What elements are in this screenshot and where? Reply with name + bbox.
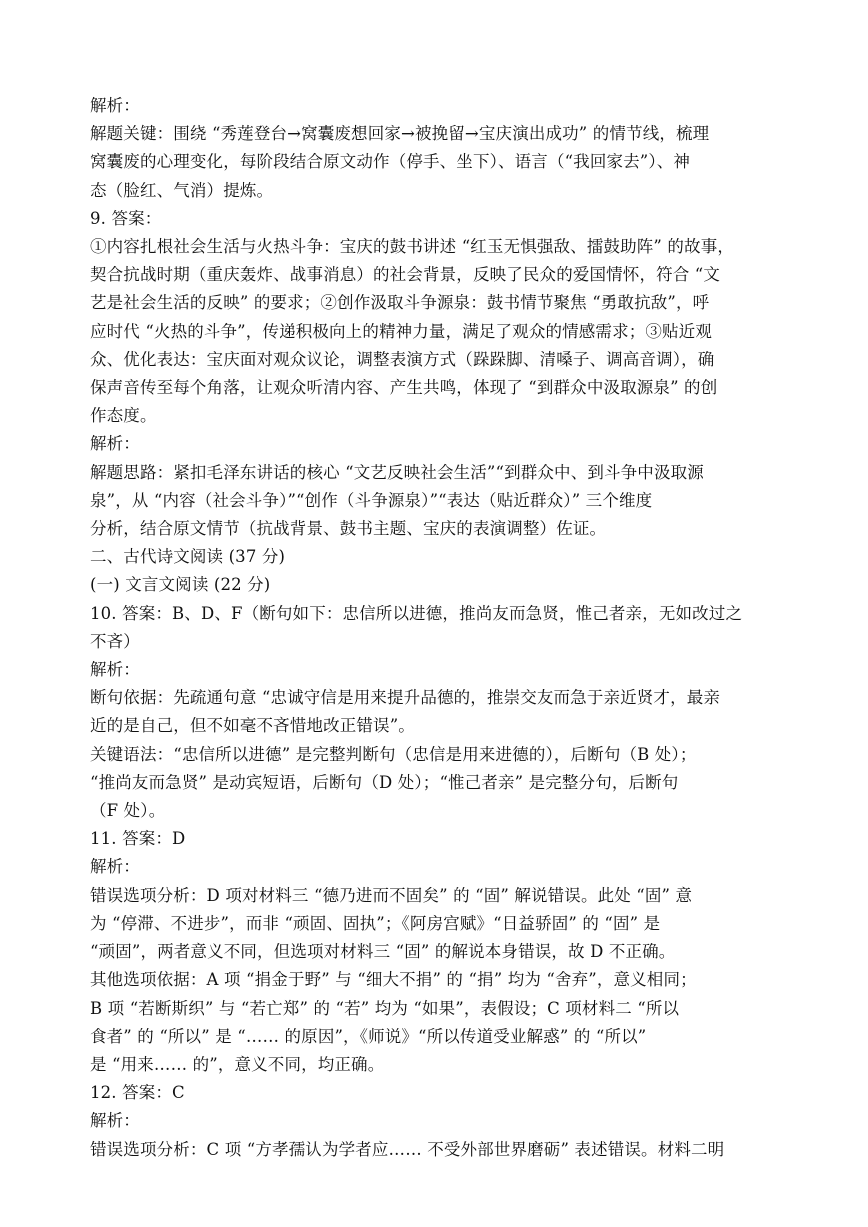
text-line: 解析： <box>90 857 140 877</box>
text-line: 分析，结合原文情节（抗战背景、鼓书主题、宝庆的表演调整）佐证。 <box>90 519 607 539</box>
text-line: 窝囊废的心理变化，每阶段结合原文动作（停手、坐下）、语言（“我回家去”）、神 <box>90 152 691 172</box>
text-line: 错误选项分析：C 项 “方孝孺认为学者应…… 不受外部世界磨砺” 表述错误。材料二明 <box>90 1139 725 1159</box>
text-line: 解题思路：紧扣毛泽东讲话的核心 “文艺反映社会生活”“到群众中、到斗争中汲取源 <box>90 462 704 482</box>
text-line: 9. 答案： <box>90 208 162 228</box>
text-line: 食者” 的 “所以” 是 “…… 的原因”，《师说》“所以传道受业解惑” 的 “所以” <box>90 1026 647 1046</box>
text-line: 众、优化表达：宝庆面对观众议论，调整表演方式（跺跺脚、清嗓子、调高音调），确 <box>90 349 715 369</box>
text-line: 错误选项分析：D 项对材料三 “德乃进而不固矣” 的 “固” 解说错误。此处 “固” 意 <box>90 885 693 905</box>
text-line: ①内容扎根社会生活与火热斗争：宝庆的鼓书讲述 “红玉无惧强敌、擂鼓助阵” 的故事， <box>90 237 735 257</box>
text-line: 解题关键：围绕 “秀莲登台→窝囊废想回家→被挽留→宝庆演出成功” 的情节线，梳理 <box>90 124 710 144</box>
text-line: B 项 “若断斯织” 与 “若亡郑” 的 “若” 均为 “如果”，表假设；C 项材料二 “所以 <box>90 998 680 1018</box>
text-line: 为 “停滞、不进步”，而非 “顽固、固执”；《阿房宫赋》“日益骄固” 的 “固” 是 <box>90 913 661 933</box>
text-line: 态（脸红、气消）提炼。 <box>90 180 274 200</box>
document-body <box>90 92 780 1164</box>
text-line: 解析： <box>90 660 140 680</box>
text-line: 关键语法：“忠信所以进德” 是完整判断句（忠信是用来进德的），后断句（B 处）； <box>90 744 697 764</box>
text-line: “推尚友而急贤” 是动宾短语，后断句（D 处）；“惟己者亲” 是完整分句，后断句 <box>90 772 679 792</box>
text-line: 保声音传至每个角落，让观众听清内容、产生共鸣，体现了 “到群众中汲取源泉” 的创 <box>90 378 718 398</box>
text-line: 契合抗战时期（重庆轰炸、战事消息）的社会背景，反映了民众的爱国情怀，符合 “文 <box>90 265 721 285</box>
text-line: 其他选项依据：A 项 “捐金于野” 与 “细大不捐” 的 “捐” 均为 “舍弃”，意义相同； <box>90 970 697 990</box>
text-line: 作态度。 <box>90 406 157 426</box>
text-line: 应时代 “火热的斗争”，传递积极向上的精神力量，满足了观众的情感需求；③贴近观 <box>90 321 712 341</box>
text-line: 12. 答案：C <box>90 1083 185 1103</box>
text-line: （F 处）。 <box>90 801 166 821</box>
text-line: 11. 答案：D <box>90 829 186 849</box>
text-line: 断句依据：先疏通句意 “忠诚守信是用来提升品德的，推崇交友而急于亲近贤才，最亲 <box>90 688 721 708</box>
text-line: 艺是社会生活的反映” 的要求；②创作汲取斗争源泉：鼓书情节聚焦 “勇敢抗敌”，呼 <box>90 293 710 313</box>
text-line: 二、古代诗文阅读 (37 分) <box>90 547 286 567</box>
text-line: (一) 文言文阅读 (22 分) <box>90 575 271 595</box>
text-line: “顽固”，两者意义不同，但选项对材料三 “固” 的解说本身错误，故 D 不正确。 <box>90 942 676 962</box>
text-line: 泉”，从 “内容（社会斗争）”“创作（斗争源泉）”“表达（贴近群众）” 三个维度 <box>90 490 653 510</box>
text-line: 10. 答案：B、D、F（断句如下：忠信所以进德，推尚友而急贤，惟己者亲，无如改过之 <box>90 603 743 623</box>
text-line: 解析： <box>90 1111 140 1131</box>
text-line: 近的是自己，但不如毫不吝惜地改正错误”。 <box>90 716 415 736</box>
text-line: 解析： <box>90 434 140 454</box>
text-line: 不吝） <box>90 631 140 651</box>
text-line: 是 “用来…… 的”，意义不同，均正确。 <box>90 1054 385 1074</box>
text-line: 解析： <box>90 96 140 115</box>
